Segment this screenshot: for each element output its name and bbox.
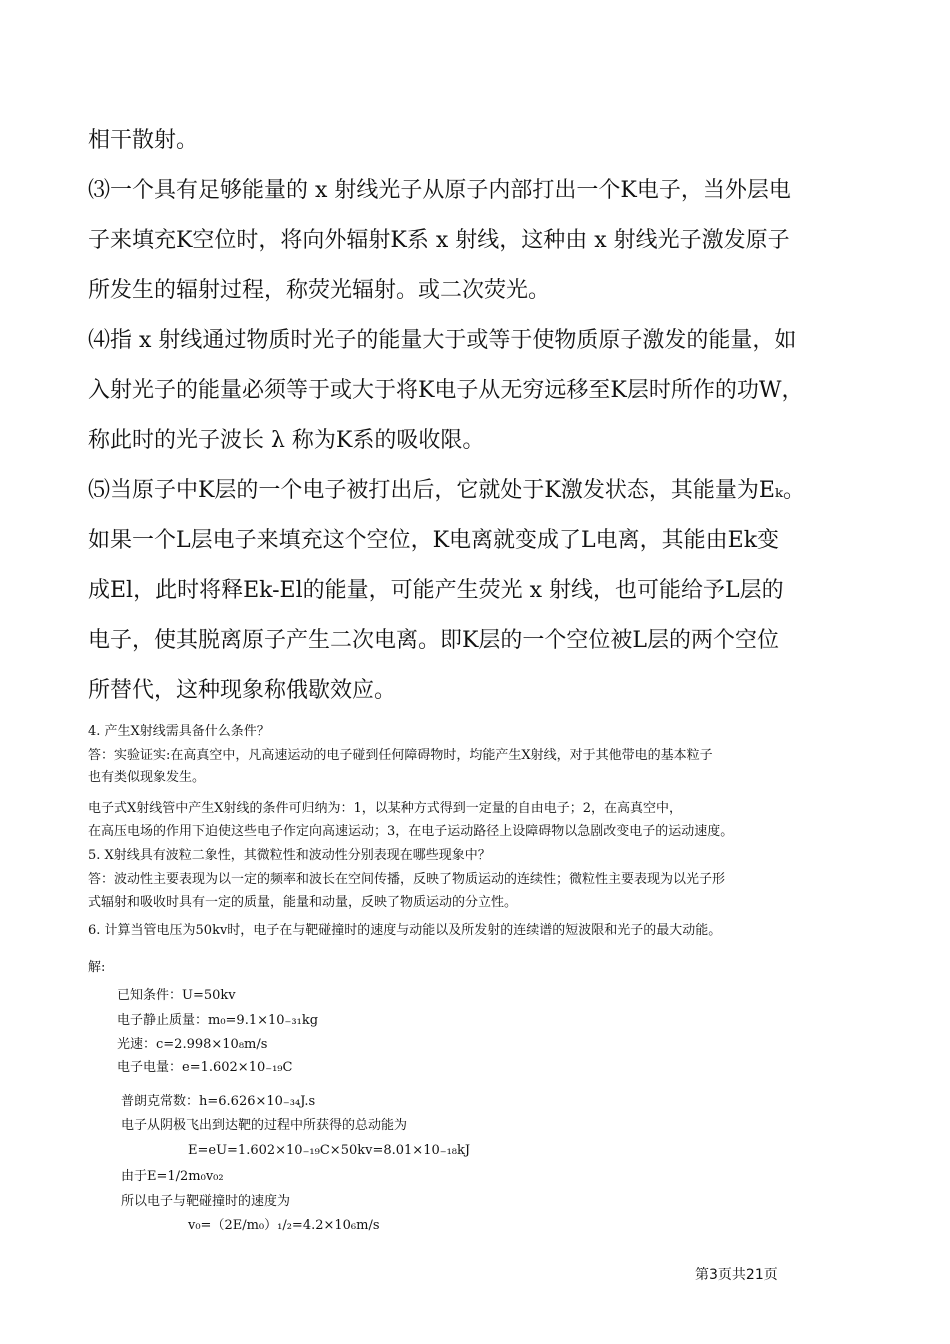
text-line: 相干散射。 <box>88 128 199 153</box>
answer-5: 答：波动性主要表现为以一定的频率和波长在空间传播，反映了物质运动的连续性；微粒性主要表现为以光子形 <box>88 872 726 887</box>
question-6: 6. 计算当管电压为50kv时，电子在与靶碰撞时的速度与动能以及所发射的连续谱的短波限和光子的最大动能。 <box>88 923 722 938</box>
answer-4-para: 电子式X射线管中产生X射线的条件可归纳为：1，以某种方式得到一定量的自由电子；2，在高真空中， <box>88 801 683 816</box>
text-line: 电子，使其脱离原子产生二次电离。即K层的一个空位被L层的两个空位 <box>88 628 780 653</box>
answer-4-cont: 也有类似现象发生。 <box>88 770 206 785</box>
kinetic-energy-formula: E=eU=1.602×10₋₁₉C×50kv=8.01×10₋₁₈kJ <box>188 1143 471 1158</box>
velocity-text: 所以电子与靶碰撞时的速度为 <box>121 1194 291 1209</box>
text-line: ⑶一个具有足够能量的 x 射线光子从原子内部打出一个K电子，当外层电 <box>88 178 791 203</box>
text-line: ⑸当原子中K层的一个电子被打出后，它就处于K激发状态，其能量为Eₖ。 <box>88 478 805 503</box>
speed-of-light: 光速：c=2.998×10₈m/s <box>117 1037 268 1052</box>
text-line: 入射光子的能量必须等于或大于将K电子从无穷远移至K层时所作的功W， <box>88 378 804 403</box>
electron-mass: 电子静止质量：m₀=9.1×10₋₃₁kg <box>117 1013 319 1028</box>
text-line: 成El，此时将释Ek-El的能量，可能产生荧光 x 射线，也可能给予L层的 <box>88 578 784 603</box>
text-line: 称此时的光子波长 λ 称为K系的吸收限。 <box>88 428 485 453</box>
answer-5-cont: 式辐射和吸收时具有一定的质量，能量和动量，反映了物质运动的分立性。 <box>88 895 518 910</box>
question-4: 4. 产生X射线需具备什么条件？ <box>88 724 270 739</box>
text-line: 如果一个L层电子来填充这个空位，K电离就变成了L电离，其能由Ek变 <box>88 528 780 553</box>
answer-4-para-cont: 在高压电场的作用下迫使这些电子作定向高速运动；3，在电子运动路径上设障碍物以急剧改变电子的运动速度。 <box>88 824 734 839</box>
because-formula: 由于E=1/2m₀v₀₂ <box>121 1169 224 1184</box>
question-5: 5. X射线具有波粒二象性，其微粒性和波动性分别表现在哪些现象中？ <box>88 848 491 863</box>
answer-4: 答：实验证实:在高真空中，凡高速运动的电子碰到任何障碍物时，均能产生X射线，对于其他带电的基本粒子 <box>88 748 713 763</box>
electron-charge: 电子电量：e=1.602×10₋₁₉C <box>117 1060 293 1075</box>
given-voltage: 已知条件：U=50kv <box>117 988 236 1003</box>
text-line: 所发生的辐射过程，称荧光辐射。或二次荧光。 <box>88 278 551 303</box>
text-line: ⑷指 x 射线通过物质时光子的能量大于或等于使物质原子激发的能量，如 <box>88 328 797 353</box>
kinetic-energy-text: 电子从阴极飞出到达靶的过程中所获得的总动能为 <box>121 1118 408 1133</box>
text-line: 所替代，这种现象称俄歇效应。 <box>88 678 397 703</box>
solution-label: 解: <box>88 960 106 975</box>
planck-constant: 普朗克常数：h=6.626×10₋₃₄J.s <box>121 1094 316 1109</box>
text-line: 子来填充K空位时，将向外辐射K系 x 射线，这种由 x 射线光子激发原子 <box>88 228 790 253</box>
velocity-formula: v₀=（2E/m₀）₁/₂=4.2×10₆m/s <box>188 1218 380 1233</box>
page-number: 第3页共21页 <box>695 1267 778 1283</box>
